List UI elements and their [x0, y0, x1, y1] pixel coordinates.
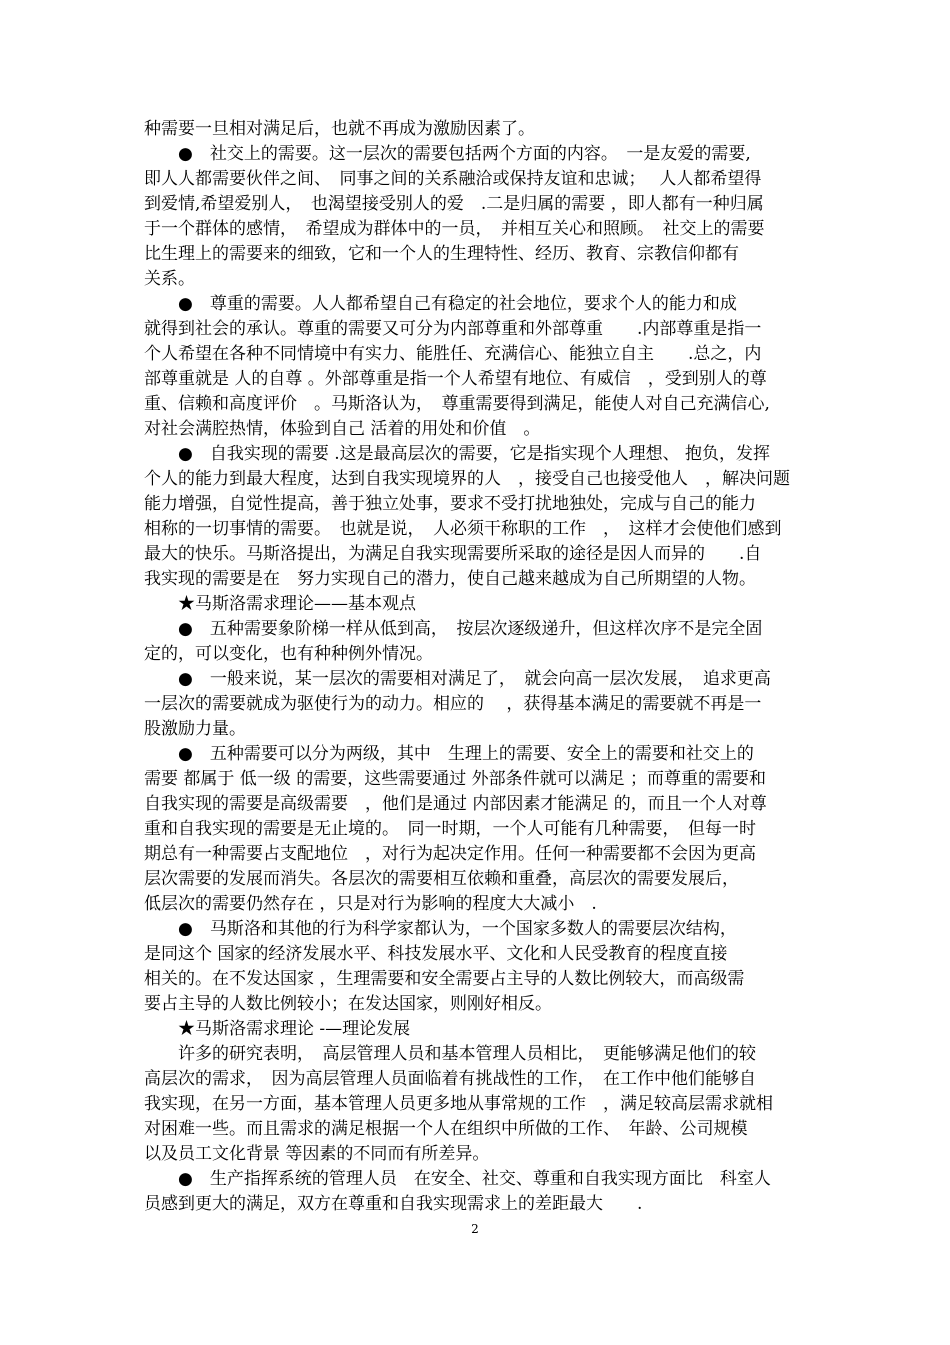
text-line: ● 马斯洛和其他的行为科学家都认为，一个国家多数人的需要层次结构，: [144, 919, 737, 939]
text-line: 重和自我实现的需要是无止境的。 同一时期，一个人可能有几种需要， 但每一时: [144, 819, 756, 839]
text-line: 许多的研究表明， 高层管理人员和基本管理人员相比， 更能够满足他们的较: [144, 1044, 756, 1064]
text-line: ● 尊重的需要。人人都希望自己有稳定的社会地位，要求个人的能力和成: [144, 294, 737, 314]
text-line: ● 社交上的需要。这一层次的需要包括两个方面的内容。 一是友爱的需要,: [144, 144, 751, 164]
text-line: 种需要一旦相对满足后，也就不再成为激励因素了。: [144, 119, 535, 139]
text-line: 我实现，在另一方面，基本管理人员更多地从事常规的工作 ，满足较高层需求就相: [144, 1094, 773, 1114]
text-line: 部尊重就是 人的自尊 。外部尊重是指一个人希望有地位、有威信 ，受到别人的尊: [144, 369, 767, 389]
text-line: ★马斯洛需求理论 -—理论发展: [144, 1019, 411, 1039]
text-line: 关系。: [144, 269, 195, 289]
text-line: 于一个群体的感情， 希望成为群体中的一员， 并相互关心和照顾。 社交上的需要: [144, 219, 765, 239]
text-line: 我实现的需要是在 努力实现自己的潜力，使自己越来越成为自己所期望的人物。: [144, 569, 756, 589]
text-line: 就得到社会的承认。尊重的需要又可分为内部尊重和外部尊重 .内部尊重是指一: [144, 319, 762, 339]
text-line: 最大的快乐。马斯洛提出，为满足自我实现需要所采取的途径是因人而异的 .自: [144, 544, 762, 564]
text-line: 定的，可以变化，也有种种例外情况。: [144, 644, 433, 664]
text-line: 一层次的需要就成为驱使行为的动力。相应的 ，获得基本满足的需要就不再是一: [144, 694, 762, 714]
text-line: 到爱情,希望爱别人， 也渴望接受别人的爱 .二是归属的需要 ，即人都有一种归属: [144, 194, 764, 214]
text-line: 个人希望在各种不同情境中有实力、能胜任、充满信心、能独立自主 .总之，内: [144, 344, 762, 364]
text-line: 即人人都需要伙伴之间、 同事之间的关系融洽或保持友谊和忠诚； 人人都希望得: [144, 169, 762, 189]
text-line: 相关的。在不发达国家 ，生理需要和安全需要占主导的人数比例较大，而高级需: [144, 969, 745, 989]
text-line: 层次需要的发展而消失。各层次的需要相互依赖和重叠，高层次的需要发展后，: [144, 869, 739, 889]
text-line: 需要 都属于 低一级 的需要，这些需要通过 外部条件就可以满足 ；而尊重的需要和: [144, 769, 767, 789]
text-line: ● 五种需要象阶梯一样从低到高， 按层次逐级递升，但这样次序不是完全固: [144, 619, 763, 639]
text-line: 相称的一切事情的需要。 也就是说， 人必须干称职的工作 ， 这样才会使他们感到: [144, 519, 782, 539]
text-line: 自我实现的需要是高级需要 ，他们是通过 内部因素才能满足 的，而且一个人对尊: [144, 794, 767, 814]
text-line: ● 一般来说，某一层次的需要相对满足了， 就会向高一层次发展， 追求更高: [144, 669, 771, 689]
text-line: 员感到更大的满足，双方在尊重和自我实现需求上的差距最大 .: [144, 1194, 643, 1214]
text-line: 对社会满腔热情，体验到自己 活着的用处和价值 。: [144, 419, 541, 439]
text-line: 股激励力量。: [144, 719, 246, 739]
text-line: 低层次的需要仍然存在 ，只是对行为影响的程度大大减小 .: [144, 894, 597, 914]
page-number: 2: [471, 1222, 479, 1236]
text-line: 对困难一些。而且需求的满足根据一个人在组织中所做的工作、 年龄、公司规模: [144, 1119, 748, 1139]
text-line: 以及员工文化背景 等因素的不同而有所差异。: [144, 1144, 490, 1164]
text-line: 期总有一种需要占支配地位 ，对行为起决定作用。任何一种需要都不会因为更高: [144, 844, 756, 864]
text-line: ● 五种需要可以分为两级，其中 生理上的需要、安全上的需要和社交上的: [144, 744, 754, 764]
text-line: ● 生产指挥系统的管理人员 在安全、社交、尊重和自我实现方面比 科室人: [144, 1169, 771, 1189]
text-line: 重、信赖和高度评价 。马斯洛认为， 尊重需要得到满足，能使人对自己充满信心,: [144, 394, 770, 414]
text-line: 高层次的需求， 因为高层管理人员面临着有挑战性的工作， 在工作中他们能够自: [144, 1069, 756, 1089]
text-line: 是同这个 国家的经济发展水平、科技发展水平、文化和人民受教育的程度直接: [144, 944, 728, 964]
text-line: ● 自我实现的需要 .这是最高层次的需要，它是指实现个人理想、 抱负，发挥: [144, 444, 771, 464]
text-line: 能力增强，自觉性提高，善于独立处事，要求不受打扰地独处，完成与自己的能力: [144, 494, 756, 514]
text-line: 比生理上的需要来的细致，它和一个人的生理特性、经历、教育、宗教信仰都有: [144, 244, 739, 264]
text-line: 个人的能力到最大程度，达到自我实现境界的人 ，接受自己也接受他人 ，解决问题: [144, 469, 790, 489]
text-line: ★马斯洛需求理论——基本观点: [144, 594, 416, 614]
text-line: 要占主导的人数比例较小；在发达国家，则刚好相反。: [144, 994, 552, 1014]
